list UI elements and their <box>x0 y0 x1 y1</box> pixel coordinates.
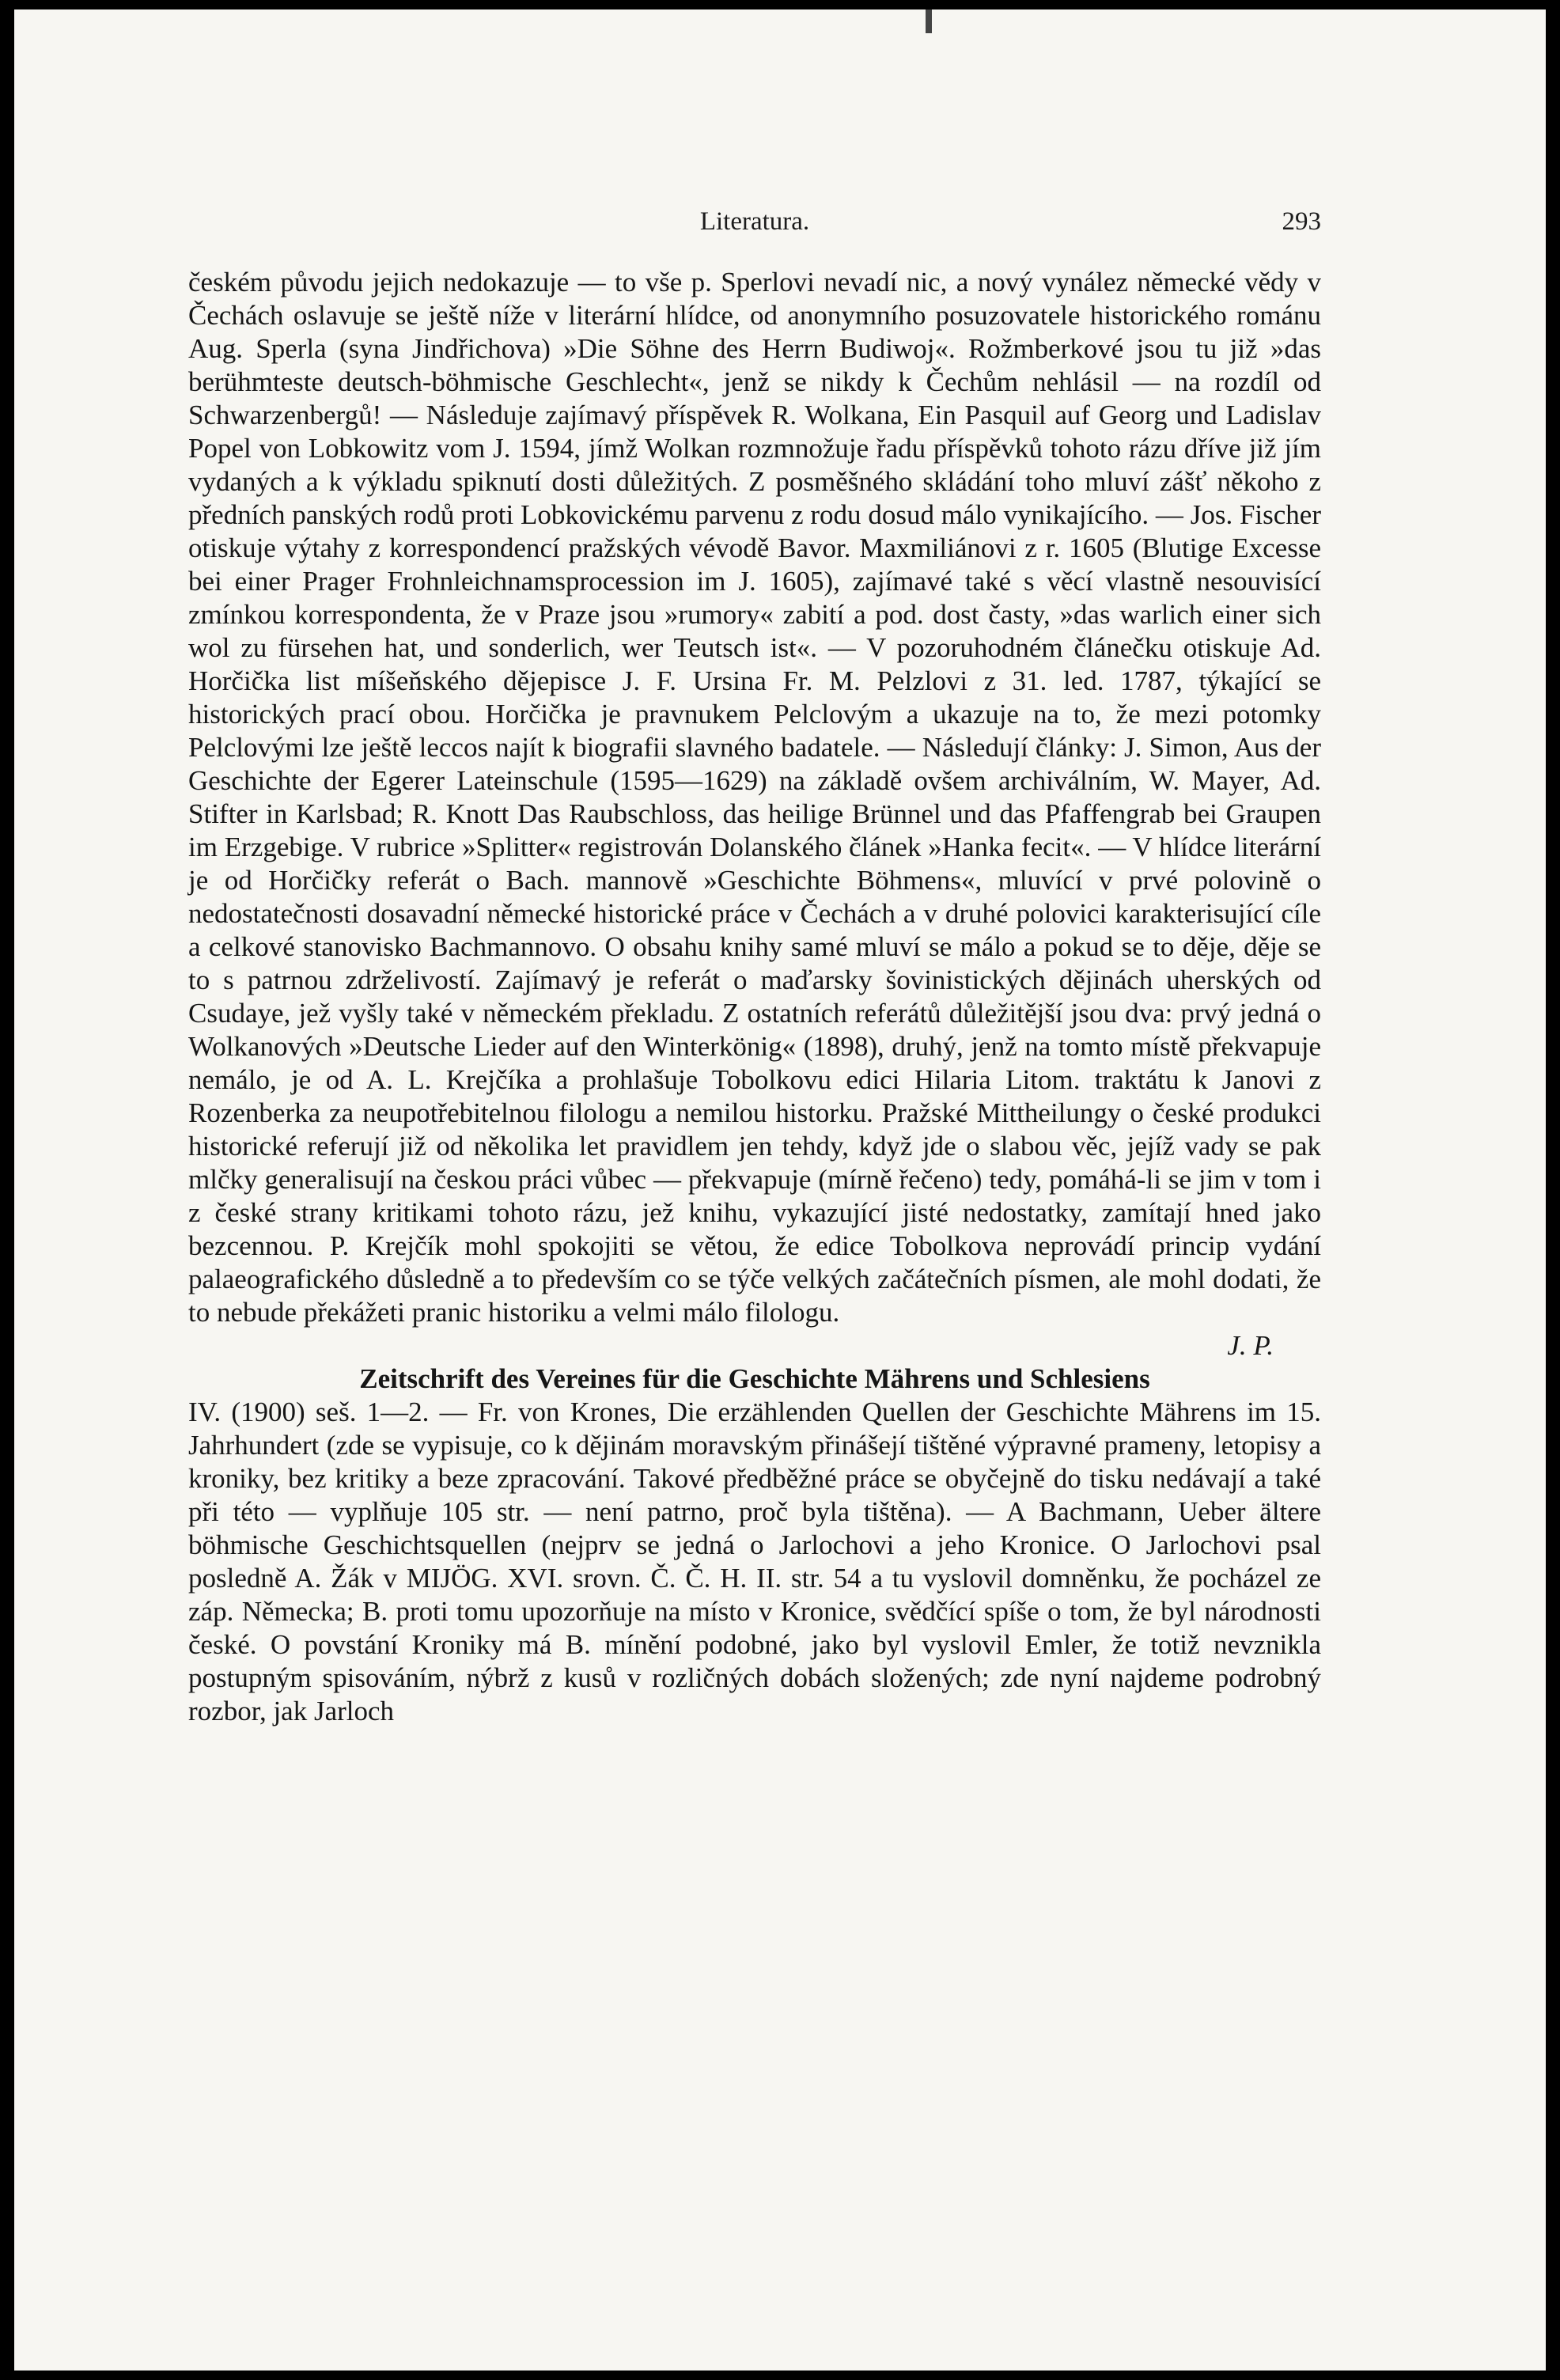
paragraph-zeitschrift-review: IV. (1900) seš. 1—2. — Fr. von Krones, Die erzählenden Quellen der Geschichte Mährens im 15. Jahrhundert (zde se vypisuje, co k dějinám moravským přinášejí tištěné výpravné prameny, letopisy a kroniky, bez kritiky a beze zpracování. Takové předběžné práce se obyčejně do tisku nedávají a také při této — vyplňuje 105 str. — není patrno, proč byla tištěna). — A Bachmann, Ueber ältere böhmische Geschichtsquellen (nejprv se jedná o Jarlochovi a jeho Kronice. O Jarlochovi psal posledně A. Žák v MIJÖG. XVI. srovn. Č. Č. H. II. str. 54 a tu vyslovil domněnku, že pocházel ze záp. Německa; B. proti tomu upozorňuje na místo v Kronice, svědčící spíše o tom, že byl národnosti české. O povstání Kroniky má B. mínění podobné, jako byl vyslovil Emler, že totiž nevznikla postupným spisováním, nýbrž z kusů v rozličných dobách složených; zde nyní najdeme podrobný rozbor, jak Jarloch <box>188 1397 1321 1726</box>
page-number: 293 <box>1282 207 1321 236</box>
section-heading: Zeitschrift des Vereines für die Geschichte Mährens und Schlesiens <box>359 1363 1150 1394</box>
scan-artifact <box>926 9 932 33</box>
author-signature: J. P. <box>1227 1330 1274 1361</box>
running-title: Literatura. <box>699 207 810 236</box>
page-header <box>188 207 1321 242</box>
paragraph-review-continuation: českém původu jejich nedokazuje — to vše p. Sperlovi nevadí nic, a nový vynález německé vědy v Čechách oslavuje se ještě níže v literární hlídce, od anonymního posuzovatele historického románu Aug. Sperla (syna Jindřichova) »Die Söhne des Herrn Budiwoj«. Rožmberkové jsou tu již »das berühmteste deutsch-böhmische Geschlecht«, jenž se nikdy k Čechům nehlásil — na rozdíl od Schwarzenbergů! — Následuje zajímavý příspěvek R. Wolkana, Ein Pasquil auf Georg und Ladislav Popel von Lobkowitz vom J. 1594, jímž Wolkan rozmnožuje řadu příspěvků tohoto rázu dříve již jím vydaných a k výkladu spiknutí dosti důležitých. Z posměšného skládání toho mluví zášť někoho z předních panských rodů proti Lobkovickému parvenu z rodu dosud málo vynikajícího. — Jos. Fischer otiskuje výtahy z korrespondencí pražských vévodě Bavor. Maxmiliánovi z r. 1605 (Blutige Excesse bei einer Prager Frohnleichnamsprocession im J. 1605), zajímavé také s věcí vlastně nesouvisící zmínkou korrespondenta, že v Praze jsou »rumory« zabití a pod. dost časty, »das warlich einer sich wol zu fürsehen hat, und sonderlich, wer Teutsch ist«. — V pozoruhodném článečku otiskuje Ad. Horčička list míšeňského dějepisce J. F. Ursina Fr. M. Pelzlovi z 31. led. 1787, týkající se historických prací obou. Horčička je pravnukem Pelclovým a ukazuje na to, že mezi potomky Pelclovými lze ještě leccos najít k biografii slavného badatele. — Následují články: J. Simon, Aus der Geschichte der Egerer Lateinschule (1595—1629) na základě ovšem archiválním, W. Mayer, Ad. Stifter in Karlsbad; R. Knott Das Raubschloss, das heilige Brünnel und das Pfaffengrab bei Graupen im Erzgebige. V rubrice »Splitter« registrován Dolanského článek »Hanka fecit«. — V hlídce literární je od Horčičky referát o Bach. mannově »Geschichte Böhmens«, mluvící v prvé polovině o nedostatečnosti dosavadní německé historické práce v Čechách a v druhé polovici karakterisující cíle a celkové stanovisko Bachmannovo. O obsahu knihy samé mluví se málo a pokud se to děje, děje se to s patrnou zdrželivostí. Zajímavý je referát o maďarsky šovinistických dějinách uherských od Csudaye, jež vyšly také v německém překladu. Z ostatních referátů důležitější jsou dva: prvý jedná o Wolkanových »Deutsche Lieder auf den Winterkönig« (1898), druhý, jenž na tomto místě překvapuje nemálo, je od A. L. Krejčíka a prohlašuje Tobolkovu edici Hilaria Litom. traktátu k Janovi z Rozenberka za neupotřebitelnou filologu a nemilou historku. Pražské Mittheilungy o české produkci historické referují již od několika let pravidlem jen tehdy, když jde o slabou věc, jejíž vady se pak mlčky generalisují na českou práci vůbec — překvapuje (mírně řečeno) tedy, pomáhá-li se jim v tom i z české strany kritikami tohoto rázu, jež knihu, vykazující jisté nedostatky, zamítají hned jako bezcennou. P. Krejčík mohl spokojiti se větou, že edice Tobolkova neprovádí princip vydání palaeografického důsledně a to především co se týče velkých začátečních písmen, ale mohl dodati, že to nebude překážeti pranic historiku a velmi málo filologu. <box>188 267 1321 1328</box>
book-page <box>14 9 1546 2371</box>
page-text <box>188 266 1321 1728</box>
